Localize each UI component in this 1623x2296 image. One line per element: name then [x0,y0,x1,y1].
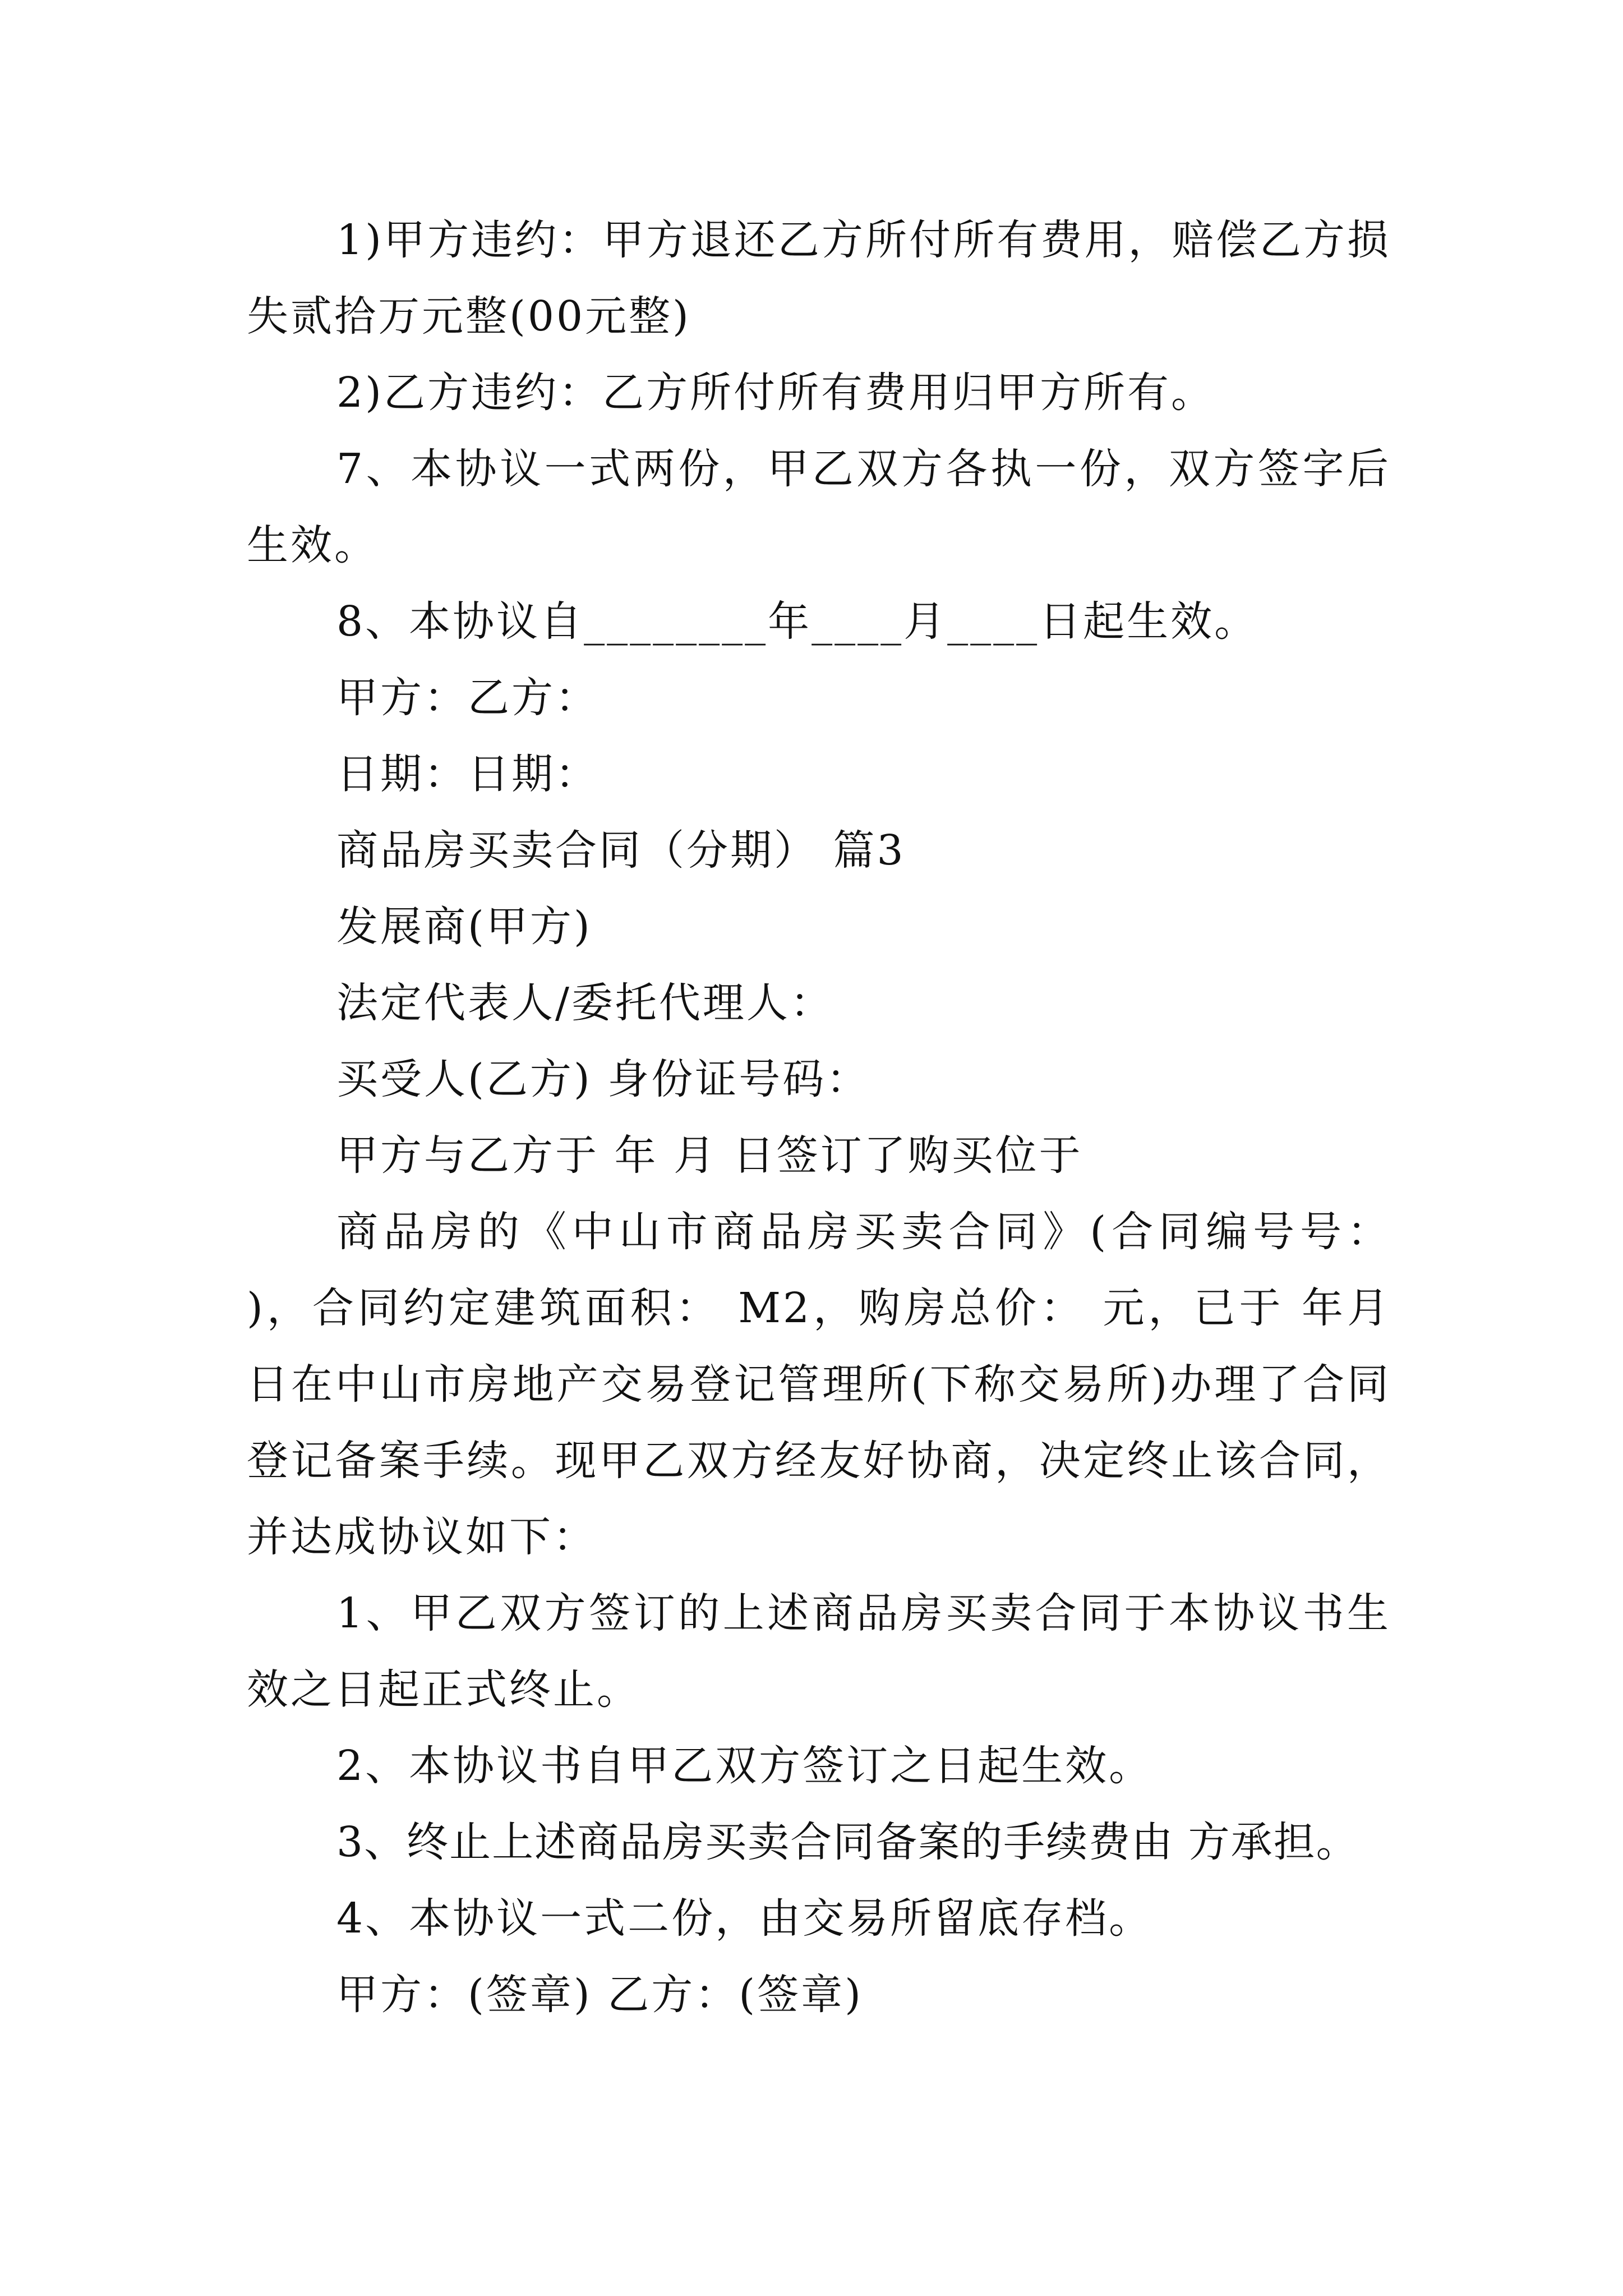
clause-7-copies: 7、本协议一式两份，甲乙双方各执一份，双方签字后生效。 [247,445,1391,569]
contract-details: 商品房的《中山市商品房买卖合同》(合同编号号： )，合同约定建筑面积： M2，购房总价： 元，已于 年月日在中山市房地产交易登记管理所(下称交易所)办理了合同登记备案手续。现甲乙双方经友好协商，决定终止该合同，并达成协议如下： [247,1208,1391,1561]
clause-party-a-breach: 1)甲方违约：甲方退还乙方所付所有费用，赔偿乙方损失贰拾万元整(00元整) [247,216,1391,341]
section-title: 商品房买卖合同（分期） 篇3 [336,826,906,875]
buyer-party-b: 买受人(乙方) 身份证号码： [336,1055,870,1103]
legal-representative: 法定代表人/委托代理人： [336,979,834,1027]
clause-8-effective-date: 8、本协议自________年____月____日起生效。 [336,597,1258,646]
seal-line: 甲方：(签章) 乙方：(签章) [336,1971,864,2019]
termination-clause-2: 2、本协议书自甲乙双方签订之日起生效。 [336,1742,1153,1790]
termination-clause-3: 3、终止上述商品房买卖合同备案的手续费由 方承担。 [336,1818,1359,1866]
clause-party-b-breach: 2)乙方违约：乙方所付所有费用归甲方所有。 [336,369,1215,417]
developer-party-a: 发展商(甲方) [336,903,592,951]
document-body [247,202,1391,2033]
termination-clause-1: 1、甲乙双方签订的上述商品房买卖合同于本协议书生效之日起正式终止。 [247,1589,1391,1714]
signature-parties: 甲方：乙方： [336,674,599,722]
signing-statement: 甲方与乙方于 年 月 日签订了购买位于 [336,1131,1083,1180]
termination-clause-4: 4、本协议一式二份，由交易所留底存档。 [336,1894,1153,1943]
signature-dates: 日期：日期： [336,750,599,798]
